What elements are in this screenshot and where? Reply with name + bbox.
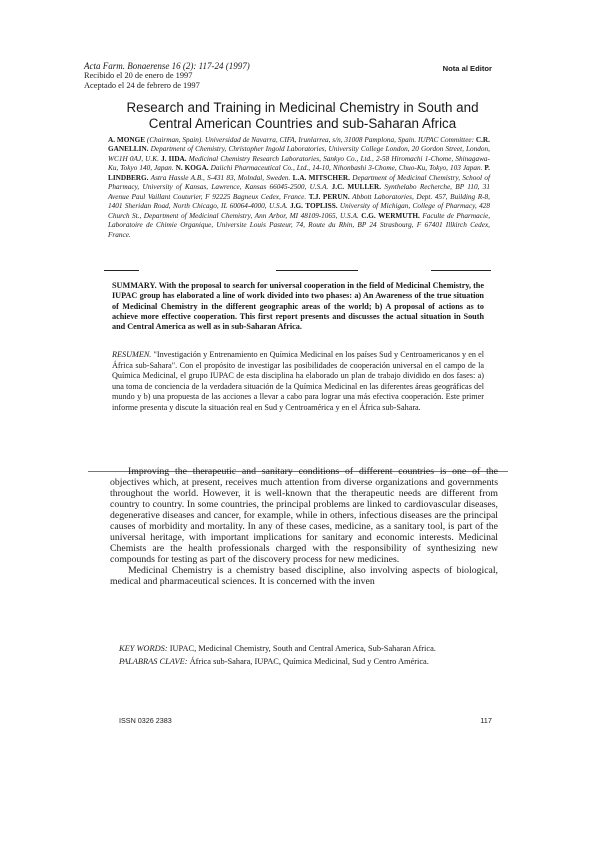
abstract-english: SUMMARY. With the proposal to search for universal cooperation in the field of Medicinal Chemistry, the IUPAC group has elaborated a line of work divided into two phases: a) An Awareness of the true situation of Medicinal Chemistry in the different geographic areas of the world; b) A proposal of actions as to achieve more effective cooperation. This first report presents and discusses the actual situation in South and Central America as well as in sub-Saharan Africa. [112, 281, 484, 332]
section-divider [104, 270, 491, 272]
author-affiliation: Department of Medicinal Chemistry, School of Pharmacy, University of Kansas, Lawrence, Kansas 66045-2500, U.S.A. [108, 173, 490, 192]
author-name: C.G. WERMUTH. [361, 211, 420, 220]
keywords-block [119, 644, 491, 670]
resumen-label: RESUMEN. [112, 350, 152, 359]
title-line-2: Central American Countries and sub-Saharan Africa [148, 115, 457, 131]
author-affiliation: University of Michigan, College of Pharmacy, 428 Church St., Department of Medicinal Chemistry, Ann Arbor, MI 48109-1065, U.S.A. [108, 202, 490, 220]
palabras-clave-text: África sub-Sahara, IUPAC, Química Medicinal, Sud y Centro América. [187, 656, 429, 666]
author-name: J.G. TOPLISS. [290, 202, 338, 211]
author-name: L.A. MITSCHER. [292, 173, 350, 182]
author-affiliation: Abbott Laboratories, Dept. 457, Building R-8, 1401 Sheridan Road, North Chicago, IL 60064-4000, U.S.A. [108, 192, 490, 211]
accepted-date: Aceptado el 24 de febrero de 1997 [84, 80, 200, 90]
author-name: N. KOGA. [175, 164, 209, 173]
received-date: Recibido el 20 de enero de 1997 [84, 71, 193, 81]
divider-segment [104, 270, 139, 271]
author-affiliation: Daiichi Pharmaceutical Co., Ltd., 14-10, Nihonbashi 3-Chome, Chuo-Ku, Tokyo, 103 Japan. [208, 164, 485, 173]
author-affiliation: (Chairman, Spain). Universidad de Navarra, CIFA, Irunlarrea, s/n, 31008 Pamplona, Spain. IUPAC Committee: [145, 136, 476, 144]
author-name: J. IIDA. [161, 154, 187, 163]
author-affiliation: Synthelabo Recherche, BP 110, 31 Avenue Paul Vaillant Couturier, F 92225 Bagneux Cedex, France. [108, 183, 490, 201]
author-name: A. MONGE [108, 136, 146, 144]
article-type-note: Nota al Editor [442, 64, 492, 73]
divider-segment [431, 270, 491, 271]
keywords-english [119, 644, 491, 654]
body-paragraph-2: Medicinal Chemistry is a chemistry based discipline, also involving aspects of biological, medical and pharmaceutical sciences. It is concerned with the inven [110, 564, 498, 587]
title-line-1: Research and Training in Medicinal Chemistry in South and [126, 100, 479, 115]
journal-citation: Acta Farm. Bonaerense 16 (2): 117-24 (1997) [84, 61, 250, 71]
journal-header [84, 62, 250, 90]
palabras-clave-label: PALABRAS CLAVE: [119, 656, 188, 666]
author-affiliations [108, 136, 490, 240]
resumen-text: "Investigación y Entrenamiento en Química Medicinal en los países Sud y Centroamericanos y en el África sub-Sahara". Con el propósito de investigar las posibilidades de cooperación universal en el campo de la Química Medicinal, el grupo IUPAC de esta disciplina ha elaborado un plan de trabajo dividido en dos fases: a) una toma de conciencia de la verdadera situación de la Química Medicinal en las diferentes áreas geográficas del mundo y b) una propuesta de las acciones a llevar a cabo para lograr una más efectiva cooperación. Este primer informe presenta y discute la situación real en Sud y Centroamérica y en el África sub-Sahara. [112, 350, 484, 412]
author-name: J.C. MULLER. [331, 183, 382, 192]
author-affiliation: Astra Hassle A.B., S-431 83, Molndal, Sweden. [148, 173, 293, 182]
author-name: T.J. PERUN. [308, 192, 350, 201]
keywords-text: IUPAC, Medicinal Chemistry, South and Central America, Sub-Saharan Africa. [167, 644, 436, 653]
body-text [110, 467, 498, 587]
author-name: C.R. GANELLIN. [108, 136, 490, 154]
keywords-label: KEY WORDS: [119, 644, 168, 653]
author-name: P. LINDBERG. [108, 164, 490, 182]
body-paragraph-1: Improving the therapeutic and sanitary conditions of different countries is one of the objectives which, at present, receives much attention from diverse organizations and governments throughout the world. However, it is well-known that the therapeutic needs are different from country to country. In some countries, the principal problems are linked to cardiovascular diseases, degenerative diseases and cancer, for example, while in others, infectious diseases are the principal causes of morbidity and mortality. In any of these cases, medicine, as a sanitary tool, is part of the universal heritage, with important implications for sanitary and economic interests. Medicinal Chemists are the health professionals charged with the responsibility of synthesizing new compounds for testing as part of the discovery process for new medicines. [110, 466, 498, 565]
page-number: 117 [480, 716, 492, 725]
issn: ISSN 0326 2383 [119, 716, 172, 725]
author-affiliation: Faculte de Pharmacie, Laboratoire de Chimie Organique, Universite Louis Pasteur, 74, Route du Rhin, BP 24 Strasbourg, F 67401 Illkirch Cedex, France. [108, 211, 491, 239]
abstract-spanish [112, 350, 484, 413]
divider-segment [276, 270, 358, 271]
keywords-spanish [119, 657, 491, 667]
author-affiliation: Department of Chemistry, Christopher Ingold Laboratories, University College London, 20 Gordon Street, London, WC1H 0AJ, U.K. [108, 145, 490, 163]
paper-title [100, 100, 505, 131]
author-affiliation: Medicinal Chemistry Research Laboratories, Sankyo Co., Ltd., 2-58 Hiromachi 1-Chome, Shinagawa-Ku, Tokyo 140, Japan. [108, 154, 490, 173]
